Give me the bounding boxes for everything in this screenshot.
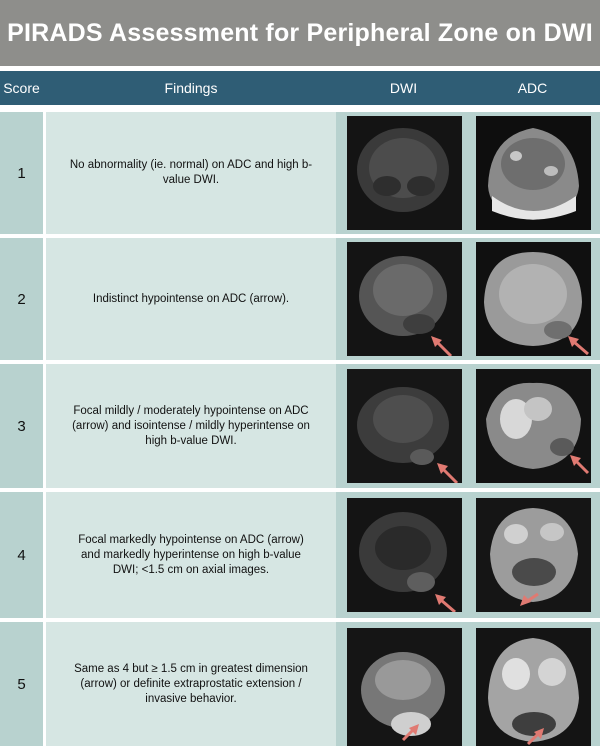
header-findings: Findings <box>164 80 218 96</box>
table-row <box>0 238 600 360</box>
findings-cell: No abnormality (ie. normal) on ADC and high b-value DWI. <box>46 112 336 234</box>
dwi-image <box>347 116 462 230</box>
dwi-image <box>347 628 462 746</box>
score-cell: 4 <box>17 546 26 564</box>
table-row <box>0 622 600 746</box>
header-dwi: DWI <box>389 80 418 96</box>
score-cell: 3 <box>17 417 26 435</box>
header-adc: ADC <box>517 80 548 96</box>
score-cell: 1 <box>17 164 26 182</box>
table-row <box>0 364 600 488</box>
score-cell: 2 <box>17 290 26 308</box>
findings-cell: Focal mildly / moderately hypointense on ADC (arrow) and isointense / mildly hyperintense on high b-value DWI. <box>46 364 336 488</box>
adc-image <box>476 628 591 746</box>
dwi-image <box>347 498 462 612</box>
score-cell: 5 <box>17 675 26 693</box>
adc-image <box>476 369 591 483</box>
findings-cell: Focal markedly hypointense on ADC (arrow) and markedly hyperintense on high b-value DWI; <1.5 cm on axial images. <box>46 492 336 618</box>
adc-image <box>476 116 591 230</box>
adc-image <box>476 498 591 612</box>
findings-cell: Indistinct hypointense on ADC (arrow). <box>46 238 336 360</box>
dwi-image <box>347 242 462 356</box>
table-header <box>0 71 600 105</box>
adc-image <box>476 242 591 356</box>
table-row <box>0 492 600 618</box>
header-score: Score <box>3 80 40 96</box>
table-row <box>0 112 600 234</box>
dwi-image <box>347 369 462 483</box>
page-title: PIRADS Assessment for Peripheral Zone on DWI <box>0 0 600 66</box>
findings-cell: Same as 4 but ≥ 1.5 cm in greatest dimension (arrow) or definite extraprostatic extension / invasive behavior. <box>46 622 336 746</box>
